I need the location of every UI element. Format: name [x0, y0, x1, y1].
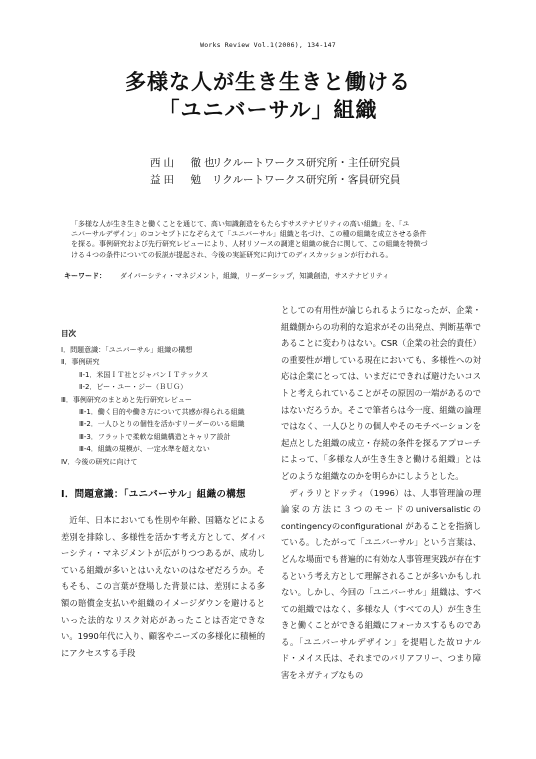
- author-affiliation: リクルートワークス研究所・主任研究員: [212, 157, 401, 169]
- body-paragraph-2: ディラリとドッティ（1996）は、人事管理論の理論家の方法に３つのモードのuniversalisticのcontingencyのconfigurational があることを指摘している。したがって「ユニバーサル」という言葉は、どんな場面でも普遍的に有効な人事管理実践が存在するという考え方として理解されることが多いかもしれない。しかし、今回の「ユニバーサル」組織は、すべての組織ではなく、多様な人（すべての人）が生き生きと働くことができる組織にフォーカスするものである。「ユニバーサルデザイン」を提唱した故ロナルド・メイス氏は、それまでのバリアフリー、つまり障害をネガティブなもの: [281, 487, 481, 681]
- toc-item: Ⅱ-1．米国ＩＴ社とジャパンＩＴテックス: [79, 370, 209, 379]
- toc-item: Ⅲ-3．フラットで柔軟な組織構造とキャリア設計: [79, 432, 231, 441]
- section-heading: Ⅰ．問題意識：「ユニバーサル」組織の構想: [61, 489, 246, 501]
- toc-item: Ⅰ．問題意識：「ユニバーサル」組織の構想: [61, 346, 193, 354]
- keywords-label: キーワード：: [64, 272, 106, 280]
- toc-item: Ⅳ．今後の研究に向けて: [61, 457, 138, 466]
- section-paragraph: 近年、日本においても性別や年齢、国籍などによる差別を排除し、多様性を活かす考え方として、ダイバーシティ・マネジメントが広がりつつあるが、成功している組織が多いとはいえないのはなぜだろうか。そもそも、この言葉が登場した背景には、差別による多額の賠償金支払いや組織のイメージダウンを避けるといった法的なリスク対応があったことは否定できない。1990年代に入り、顧客やニーズの多様化に積極的にアクセスする手段: [61, 515, 265, 658]
- body-paragraph-1: としての有用性が論じられるようになったが、企業・組織側からの功利的な追求がその出発点、判断基準であることに変わりはない。CSR（企業の社会的責任）の重要性が増している現在においても、多様性への対応は企業にとっては、いまだにできれば避けたいコストと考えられていることがその原因の一端があるのではないだろうか。そこで筆者らは今一度、組織の論理ではなく、一人ひとりの個人やそのモチベーションを起点とした組織の成立・存続の条件を探るアプローチによって、「多様な人が生き生きと働ける組織」とはどのような組織なのかを明らかにしようとした。: [281, 305, 481, 481]
- abstract-line: 「多様な人が生き生きと働くことを通じて、高い知識創造をもたらすサステナビリティの高い組織」を、「ユ: [71, 220, 410, 228]
- author-1: [150, 155, 400, 170]
- author-name: 益田 勉: [150, 174, 204, 186]
- toc-item: Ⅲ-1．働く目的や働き方について共感が得られる組織: [79, 408, 245, 417]
- toc-item: Ⅲ-2．一人ひとりの個性を活かすリーダーのいる組織: [79, 420, 245, 429]
- right-column: [281, 302, 481, 684]
- toc-item: Ⅱ-2．ビー・ユー・ジー（ＢＵＧ）: [79, 383, 188, 392]
- journal-header: Works Review Vol.1(2006), 134-147: [200, 41, 336, 49]
- left-column: [61, 328, 265, 661]
- author-2: [150, 172, 400, 187]
- toc-list: [61, 344, 265, 468]
- abstract-line: ニバーサルデザイン」のコンセプトになぞらえて「ユニバーサル」組織と名づけ、この種の組織を成立させる条件: [71, 230, 427, 239]
- abstract-line: を探る。事例研究および先行研究レビューにより、人材リソースの調達と組織の統合に関して、この組織を特徴づ: [71, 240, 428, 249]
- toc-title: 目次: [61, 329, 76, 338]
- page-title-line1: 多様な人が生き生きと働ける: [125, 70, 411, 94]
- toc-item: Ⅲ-4．組織の規模が、一定水準を超えない: [79, 445, 210, 454]
- author-affiliation: リクルートワークス研究所・客員研究員: [212, 174, 401, 186]
- toc-item: Ⅲ．事例研究のまとめと先行研究レビュー: [61, 395, 192, 404]
- abstract-line: ける４つの条件についての仮説が提起され、今後の実証研究に向けてのディスカッションが行われる。: [71, 250, 393, 259]
- abstract: [71, 219, 475, 260]
- page-title-line2: 「ユニバーサル」組織: [158, 98, 378, 122]
- keywords-text: ダイバーシティ・マネジメント，組織，リーダーシップ，知識創造，サステナビリティ: [120, 272, 390, 280]
- author-name: 西山 徹也: [150, 157, 218, 169]
- toc-item: Ⅱ．事例研究: [61, 358, 100, 367]
- keywords: [64, 271, 389, 281]
